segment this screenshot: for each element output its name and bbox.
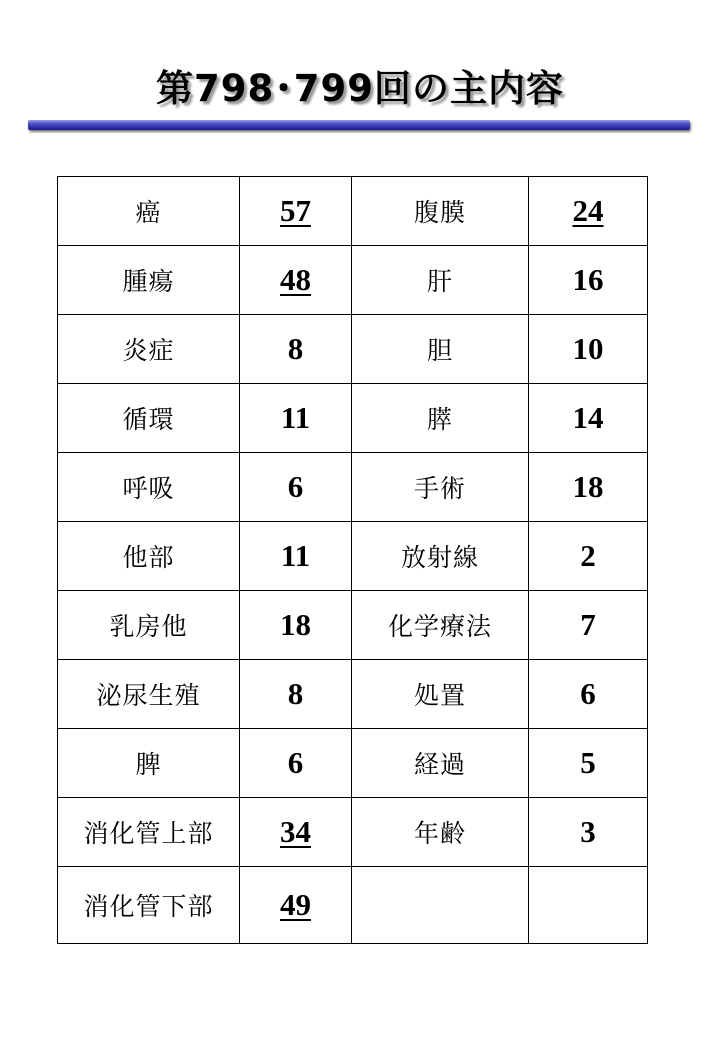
table-cell [58,522,240,591]
table-cell [240,729,352,798]
topic-label: 膵 [426,405,453,434]
table-cell [352,453,529,522]
table-cell [58,246,240,315]
topic-count: 11 [280,400,311,435]
topic-label: 脾 [135,750,162,779]
topic-count: 18 [572,469,604,504]
title-underline-bar [28,120,690,130]
table-cell [352,867,529,944]
topic-count: 18 [280,607,311,642]
table-cell [240,591,352,660]
table-cell [352,660,529,729]
table-cell [240,315,352,384]
topic-label: 消化管上部 [83,819,214,848]
table-cell [240,384,352,453]
topic-count: 5 [580,745,596,780]
topic-label: 腫瘍 [122,267,175,296]
table-cell [240,660,352,729]
topic-count: 6 [287,745,304,780]
topic-label: 乳房他 [109,612,188,641]
table-cell [240,246,352,315]
topic-count: 34 [280,814,311,849]
page-title: 第798･799回の主内容 [156,67,564,110]
topic-label: 胆 [426,336,453,365]
table-cell [529,729,648,798]
topic-count: 24 [572,193,604,228]
table-cell [58,867,240,944]
table-cell [529,177,648,246]
topic-label: 処置 [413,681,466,710]
table-cell [529,867,648,944]
table-cell [240,798,352,867]
topic-label: 腹膜 [413,198,466,227]
table-cell [58,660,240,729]
topic-count: 14 [572,400,604,435]
table-cell [529,798,648,867]
table-cell [529,453,648,522]
table-cell [352,729,529,798]
topic-count: 2 [580,538,596,573]
topic-label: 炎症 [122,336,175,365]
table-cell [529,315,648,384]
table-cell [529,246,648,315]
topic-count: 6 [287,469,304,504]
topic-label: 癌 [135,198,162,227]
topic-label: 経過 [413,750,466,779]
table-row [58,867,648,944]
table-cell [58,729,240,798]
topic-count: 16 [572,262,604,297]
table-row [58,246,648,315]
table-body [58,177,648,944]
table-row [58,798,648,867]
table-cell [58,315,240,384]
topic-count: 57 [280,193,311,228]
table-row [58,660,648,729]
topic-count: 11 [280,538,311,573]
table-cell [352,315,529,384]
topic-label: 化学療法 [387,612,492,641]
topic-label: 手術 [413,474,466,503]
topic-label: 呼吸 [122,474,175,503]
topic-count: 48 [280,262,311,297]
topic-count: 6 [580,676,596,711]
table-row [58,453,648,522]
table-cell [58,453,240,522]
topic-count: 8 [287,331,304,366]
table-cell [352,384,529,453]
table-cell [240,867,352,944]
table-cell [529,522,648,591]
table-cell [352,591,529,660]
topic-label: 消化管下部 [83,892,214,921]
table-cell [240,522,352,591]
topic-label: 年齢 [413,819,466,848]
table-row [58,177,648,246]
topic-count: 10 [572,331,604,366]
table-row [58,729,648,798]
content-table [57,176,648,944]
topic-count: 49 [280,887,311,922]
table-row [58,315,648,384]
table-cell [529,591,648,660]
topic-label: 他部 [122,543,175,572]
table-cell [240,177,352,246]
table-cell [352,246,529,315]
table-cell [529,384,648,453]
topic-count: 7 [580,607,596,642]
topic-label: 循環 [122,405,175,434]
table-cell [58,384,240,453]
table-cell [352,177,529,246]
topic-label: 放射線 [400,543,479,572]
table-cell [58,177,240,246]
topic-label: 泌尿生殖 [96,681,201,710]
table-cell [58,798,240,867]
table-row [58,384,648,453]
table-cell [58,591,240,660]
table-row [58,591,648,660]
table-row [58,522,648,591]
topic-count: 3 [580,814,596,849]
topic-count: 8 [287,676,304,711]
topic-label: 肝 [426,267,453,296]
table-cell [529,660,648,729]
table-cell [240,453,352,522]
table-cell [352,798,529,867]
table-cell [352,522,529,591]
